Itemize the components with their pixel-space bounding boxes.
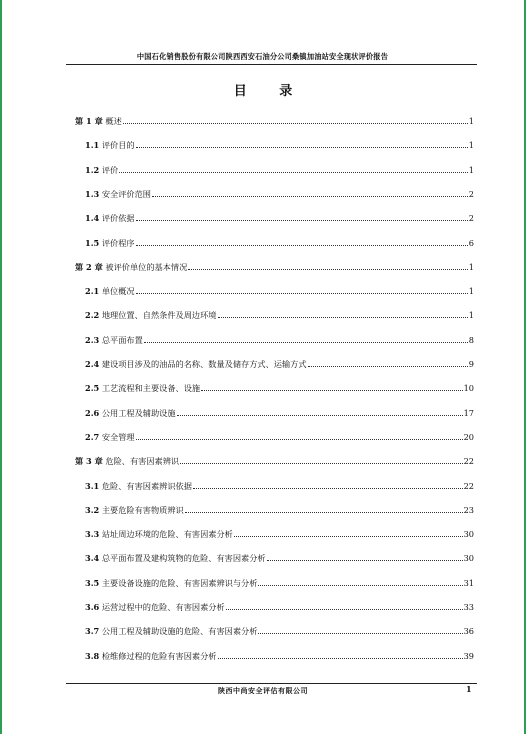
toc-entry-title: 被评价单位的基本情况 — [105, 261, 188, 272]
toc-leader-dots — [136, 139, 468, 148]
toc-entry-label — [85, 528, 233, 540]
toc-entry-page: 22 — [463, 480, 474, 491]
toc-section-row[interactable] — [85, 407, 474, 419]
toc-entry-number: 3.6 — [85, 602, 100, 612]
toc-entry-title: 总平面布置及建构筑物的危险、有害因素分析 — [101, 553, 266, 564]
toc-leader-dots — [136, 237, 468, 246]
toc-entry-page: 1 — [468, 116, 474, 126]
toc-title: 目 录 — [233, 84, 307, 99]
toc-entry-number: 2.1 — [85, 286, 100, 297]
toc-entry-label — [85, 382, 200, 394]
footer-divider — [66, 683, 477, 684]
running-header: 中国石化销售股份有限公司陕西西安石油分公司桑镇加油站安全现状评价报告 — [136, 52, 389, 61]
toc-entry-number: 2.6 — [85, 407, 100, 418]
toc-entry-number: 1.3 — [85, 188, 100, 199]
toc-entry-page: 9 — [468, 359, 474, 369]
toc-entry-title: 概述 — [105, 116, 122, 126]
toc-entry-number: 1.1 — [85, 140, 100, 151]
toc-entry-page: 33 — [463, 602, 474, 612]
toc-leader-dots — [234, 528, 463, 537]
toc-entry-page: 1 — [468, 286, 474, 297]
toc-leader-dots — [218, 650, 463, 659]
toc-entry-label — [85, 212, 135, 224]
toc-entry-page: 22 — [463, 456, 474, 467]
toc-section-row[interactable] — [85, 504, 474, 516]
toc-entry-number: 3.4 — [85, 553, 100, 564]
toc-entry-label — [85, 285, 135, 297]
toc-entry-title: 主要危险有害物质辨识 — [101, 504, 184, 515]
toc-entry-title: 单位概况 — [101, 286, 135, 297]
toc-entry-number: 2.2 — [85, 310, 100, 321]
toc-entry-title: 评价 — [101, 164, 119, 175]
toc-section-row[interactable] — [85, 309, 474, 321]
toc-entry-label — [85, 188, 151, 200]
toc-entry-label — [85, 552, 266, 564]
toc-leader-dots — [136, 431, 463, 440]
toc-section-row[interactable] — [85, 577, 474, 589]
toc-leader-dots — [185, 504, 463, 513]
toc-leader-dots — [258, 577, 462, 586]
toc-entry-number: 2.7 — [85, 431, 100, 442]
toc-section-row[interactable] — [85, 382, 474, 394]
toc-entry-label — [75, 115, 122, 127]
toc-entry-number: 1.5 — [85, 237, 100, 248]
toc-chapter-row[interactable] — [75, 261, 474, 273]
toc-entry-label — [85, 309, 217, 321]
toc-leader-dots — [177, 407, 463, 416]
toc-entry-page: 30 — [463, 553, 474, 564]
toc-section-row[interactable] — [85, 431, 474, 443]
toc-entry-number: 1.2 — [85, 164, 100, 175]
toc-entry-label — [85, 480, 192, 492]
toc-leader-dots — [119, 164, 468, 173]
toc-leader-dots — [201, 382, 462, 391]
toc-entry-title: 建设项目涉及的油品的名称、数量及储存方式、运输方式 — [101, 359, 307, 369]
toc-entry-label — [85, 139, 135, 151]
toc-entry-page: 1 — [468, 261, 474, 272]
toc-leader-dots — [144, 334, 468, 343]
toc-section-row[interactable] — [85, 139, 474, 151]
toc-entry-number: 3.7 — [85, 626, 100, 637]
toc-section-row[interactable] — [85, 212, 474, 224]
toc-entry-number: 3.3 — [85, 529, 100, 540]
toc-section-row[interactable] — [85, 358, 474, 370]
toc-section-row[interactable] — [85, 164, 474, 176]
toc-entry-page: 2 — [468, 213, 474, 224]
toc-entry-label — [75, 261, 187, 273]
toc-entry-title: 主要设备设施的危险、有害因素辨识与分析 — [101, 577, 258, 588]
toc-leader-dots — [152, 188, 468, 197]
toc-entry-title: 公用工程及辅助设施 — [101, 407, 176, 418]
toc-entry-title: 站址周边环境的危险、有害因素分析 — [101, 529, 233, 540]
toc-entry-page: 31 — [463, 577, 474, 588]
toc-entry-page: 8 — [468, 334, 474, 345]
toc-chapter-row[interactable] — [75, 115, 474, 127]
toc-entry-label — [85, 358, 307, 370]
toc-entry-page: 20 — [463, 431, 474, 442]
toc-entry-label — [85, 431, 135, 443]
toc-entry-page: 36 — [463, 626, 474, 637]
toc-entry-label — [85, 407, 176, 419]
toc-entry-page: 1 — [468, 140, 474, 151]
toc-entry-title: 危险、有害因素辨识 — [105, 456, 180, 467]
toc-entry-label — [85, 650, 217, 662]
toc-entry-number: 2.3 — [85, 334, 100, 345]
toc-entry-number: 3.1 — [85, 480, 100, 491]
toc-entry-title: 安全评价范围 — [101, 188, 151, 199]
toc-entry-label — [85, 504, 184, 516]
toc-leader-dots — [218, 309, 468, 318]
toc-section-row[interactable] — [85, 528, 474, 540]
toc-entry-page: 2 — [468, 188, 474, 199]
toc-entry-label — [85, 577, 257, 589]
toc-entry-number: 2.5 — [85, 383, 100, 394]
toc-entry-label — [85, 601, 225, 613]
toc-entry-title: 安全管理 — [101, 431, 135, 442]
toc-section-row[interactable] — [85, 285, 474, 297]
toc-leader-dots — [226, 601, 463, 610]
toc-section-row[interactable] — [85, 237, 474, 249]
toc-entry-title: 检维修过程的危险有害因素分析 — [101, 650, 217, 661]
toc-entry-page: 39 — [463, 650, 474, 661]
toc-entry-page: 1 — [468, 310, 474, 321]
toc-entry-title: 地理位置、自然条件及周边环境 — [101, 310, 217, 321]
toc-entry-label — [85, 164, 118, 176]
toc-entry-number: 第 2 章 — [75, 261, 103, 272]
toc-entry-page: 23 — [463, 504, 474, 515]
footer-company: 陕西中尚安全评估有限公司 — [218, 686, 308, 695]
toc-entry-page: 17 — [463, 407, 474, 418]
toc-section-row[interactable] — [85, 334, 474, 346]
toc-section-row[interactable] — [85, 601, 474, 613]
toc-leader-dots — [180, 455, 462, 464]
toc-leader-dots — [267, 552, 463, 561]
toc-entry-title: 运营过程中的危险、有害因素分析 — [101, 602, 225, 612]
toc-section-row[interactable] — [85, 188, 474, 200]
toc-chapter-row[interactable] — [75, 455, 474, 467]
toc-leader-dots — [136, 212, 468, 221]
toc-leader-dots — [308, 358, 468, 367]
toc-entry-page: 6 — [468, 237, 474, 248]
toc-entry-title: 评价依据 — [101, 213, 135, 224]
toc-entry-number: 1.4 — [85, 213, 100, 224]
toc-leader-dots — [188, 261, 468, 270]
toc-entry-number: 第 1 章 — [75, 116, 103, 126]
toc-leader-dots — [123, 115, 468, 124]
toc-entry-label — [85, 625, 257, 637]
toc-entry-title: 评价目的 — [101, 140, 135, 151]
toc-entry-page: 10 — [463, 383, 474, 394]
toc-section-row[interactable] — [85, 650, 474, 662]
toc-entry-number: 3.2 — [85, 504, 100, 515]
toc-entry-label — [85, 334, 143, 346]
toc-leader-dots — [136, 285, 468, 294]
toc-leader-dots — [193, 480, 463, 489]
toc-entry-label — [75, 455, 179, 467]
toc-entry-title: 工艺流程和主要设备、设施 — [101, 383, 201, 394]
toc-entry-page: 1 — [468, 164, 474, 175]
toc-entry-label — [85, 237, 135, 249]
toc-entry-page: 30 — [463, 529, 474, 540]
toc-section-row[interactable] — [85, 552, 474, 564]
toc-entry-title: 总平面布置 — [101, 334, 143, 345]
toc-entry-number: 3.8 — [85, 650, 100, 661]
toc-section-row[interactable] — [85, 480, 474, 492]
toc-entry-number: 第 3 章 — [75, 456, 103, 467]
toc-leader-dots — [258, 625, 462, 634]
toc-entry-number: 2.4 — [85, 359, 100, 369]
toc-entry-title: 评价程序 — [101, 237, 135, 248]
footer-page-number: 1 — [466, 684, 472, 694]
toc-section-row[interactable] — [85, 625, 474, 637]
toc-entry-number: 3.5 — [85, 577, 100, 588]
toc-entry-title: 危险、有害因素辨识依据 — [101, 480, 192, 491]
toc-entry-title: 公用工程及辅助设施的危险、有害因素分析 — [101, 626, 258, 637]
